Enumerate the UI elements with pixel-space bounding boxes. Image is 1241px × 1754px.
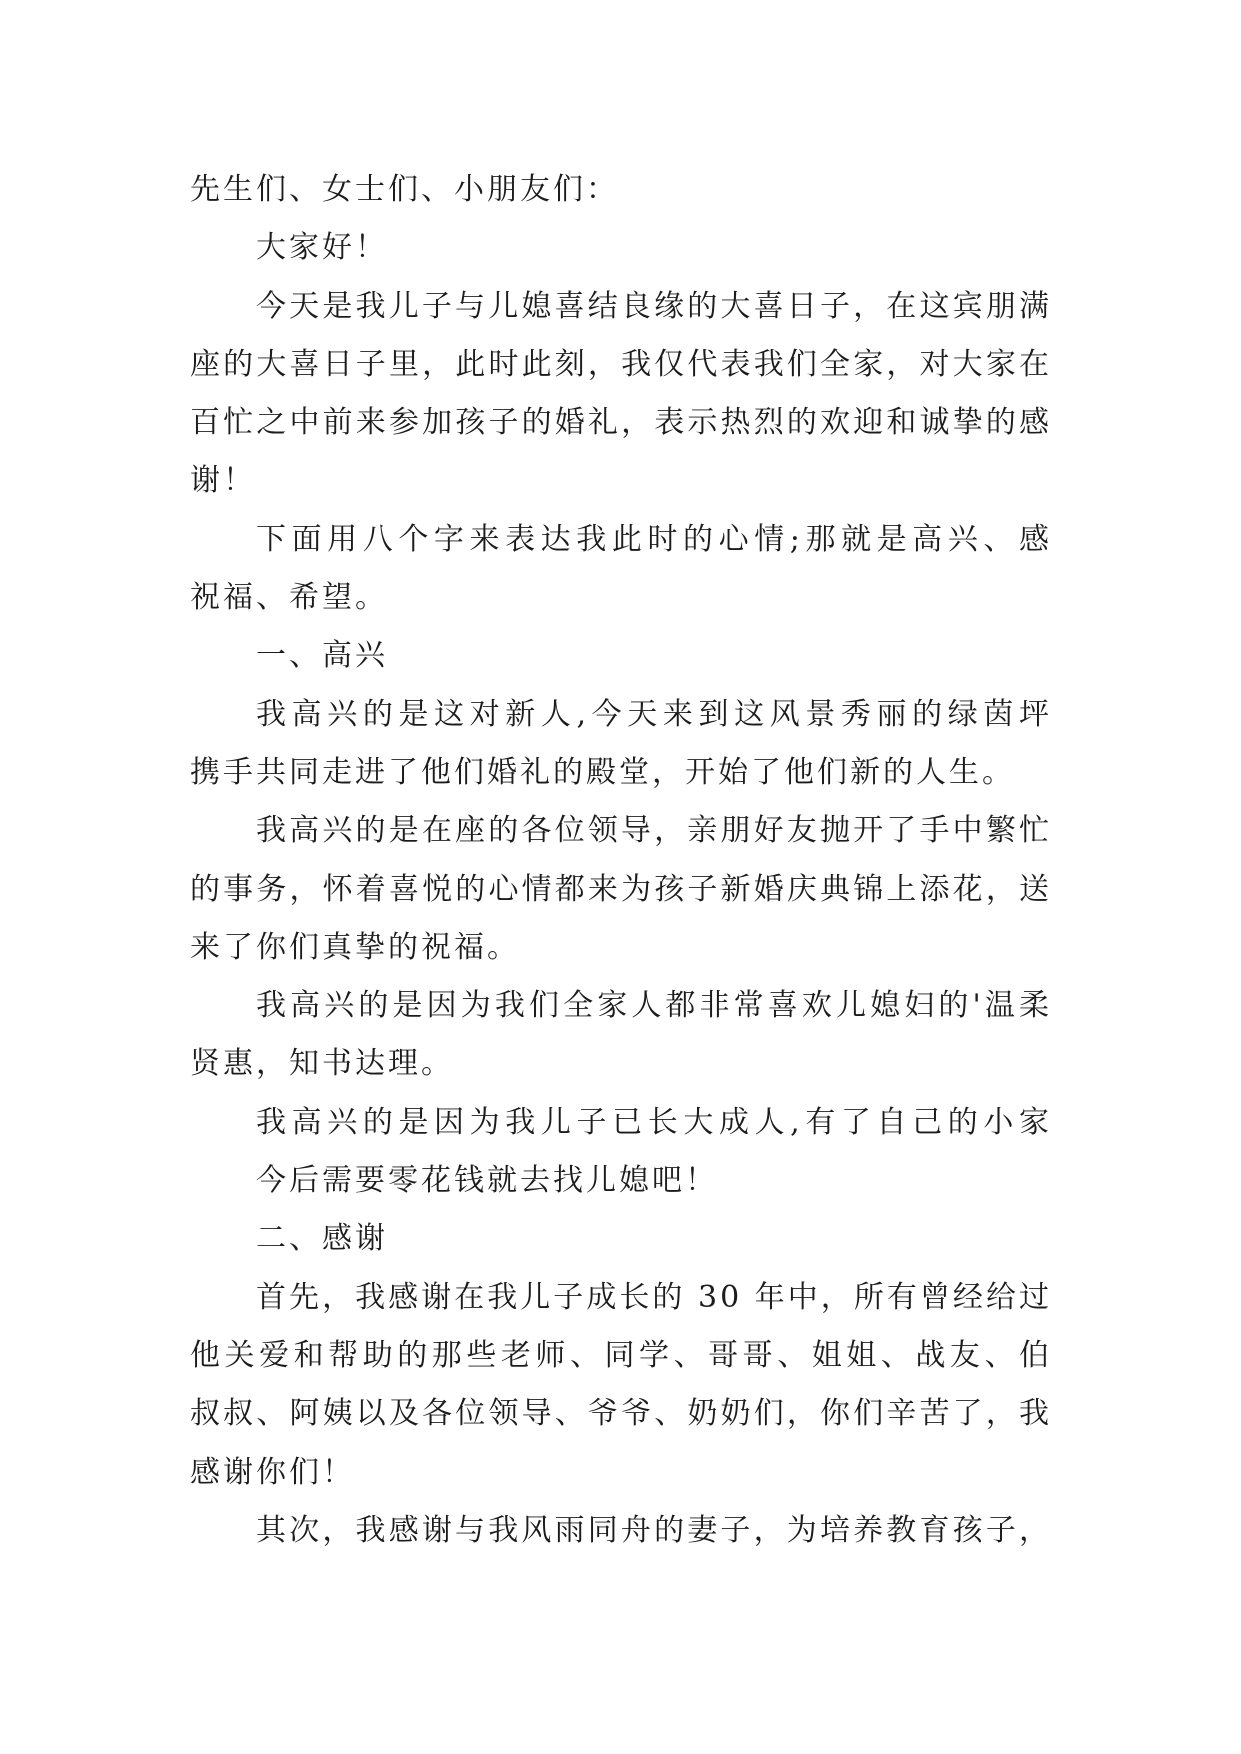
text-line: 二、感谢 [256,1221,388,1257]
salutation [190,161,1052,219]
paragraph [190,1269,1052,1502]
text-line: 携手共同走进了他们婚礼的殿堂，开始了他们新的人生。 [190,754,1015,790]
text-line: 先生们、女士们、小朋友们： [190,172,619,207]
paragraph [190,1152,1052,1210]
section-heading [190,1210,1052,1268]
text-line: 来了你们真挚的祝福。 [190,929,520,965]
greeting [190,219,1052,277]
text-line: 其次，我感谢与我风雨同舟的妻子，为培养教育孩子， [256,1512,1052,1548]
text-line: 百忙之中前来参加孩子的婚礼，表示热烈的欢迎和诚挚的感 [190,405,1052,441]
text-line: 叔叔、阿姨以及各位领导、爷爷、奶奶们，你们辛苦了，我 [190,1396,1052,1432]
text-line: 一、高兴 [256,638,388,674]
text-line: 下面用八个字来表达我此时的心情;那就是高兴、感 [256,521,1052,557]
text-line: 我高兴的是这对新人,今天来到这风景秀丽的绿茵坪 [256,696,1052,732]
text-line: 谢！ [190,463,256,499]
text-line: 他关爱和帮助的那些老师、同学、哥哥、姐姐、战友、伯 [190,1337,1052,1373]
text-line: 贤惠，知书达理。 [190,1046,454,1082]
text-line: 祝福、希望。 [190,580,388,616]
paragraph [190,1502,1052,1560]
text-line: 今后需要零花钱就去找儿媳吧！ [256,1163,718,1199]
paragraph [190,278,1052,511]
text-line: 今天是我儿子与儿媳喜结良缘的大喜日子，在这宾朋满 [256,288,1052,324]
paragraph [190,977,1052,1094]
text-line: 座的大喜日子里，此时此刻，我仅代表我们全家，对大家在 [190,346,1052,382]
section-heading [190,627,1052,685]
text-line: 我高兴的是因为我们全家人都非常喜欢儿媳妇的'温柔 [256,988,1052,1024]
text-line: 的事务，怀着喜悦的心情都来为孩子新婚庆典锦上添花，送 [190,871,1052,907]
text-line: 感谢你们！ [190,1454,355,1490]
paragraph [190,686,1052,803]
paragraph [190,802,1052,977]
paragraph [190,1094,1052,1152]
document-body [190,161,1052,1560]
paragraph [190,511,1052,628]
text-line: 大家好！ [256,230,388,266]
text-line: 我高兴的是因为我儿子已长大成人,有了自己的小家 [256,1104,1052,1140]
text-line: 我高兴的是在座的各位领导，亲朋好友抛开了手中繁忙 [256,813,1052,849]
text-line: 首先，我感谢在我儿子成长的 30 年中，所有曾经给过 [256,1279,1052,1315]
